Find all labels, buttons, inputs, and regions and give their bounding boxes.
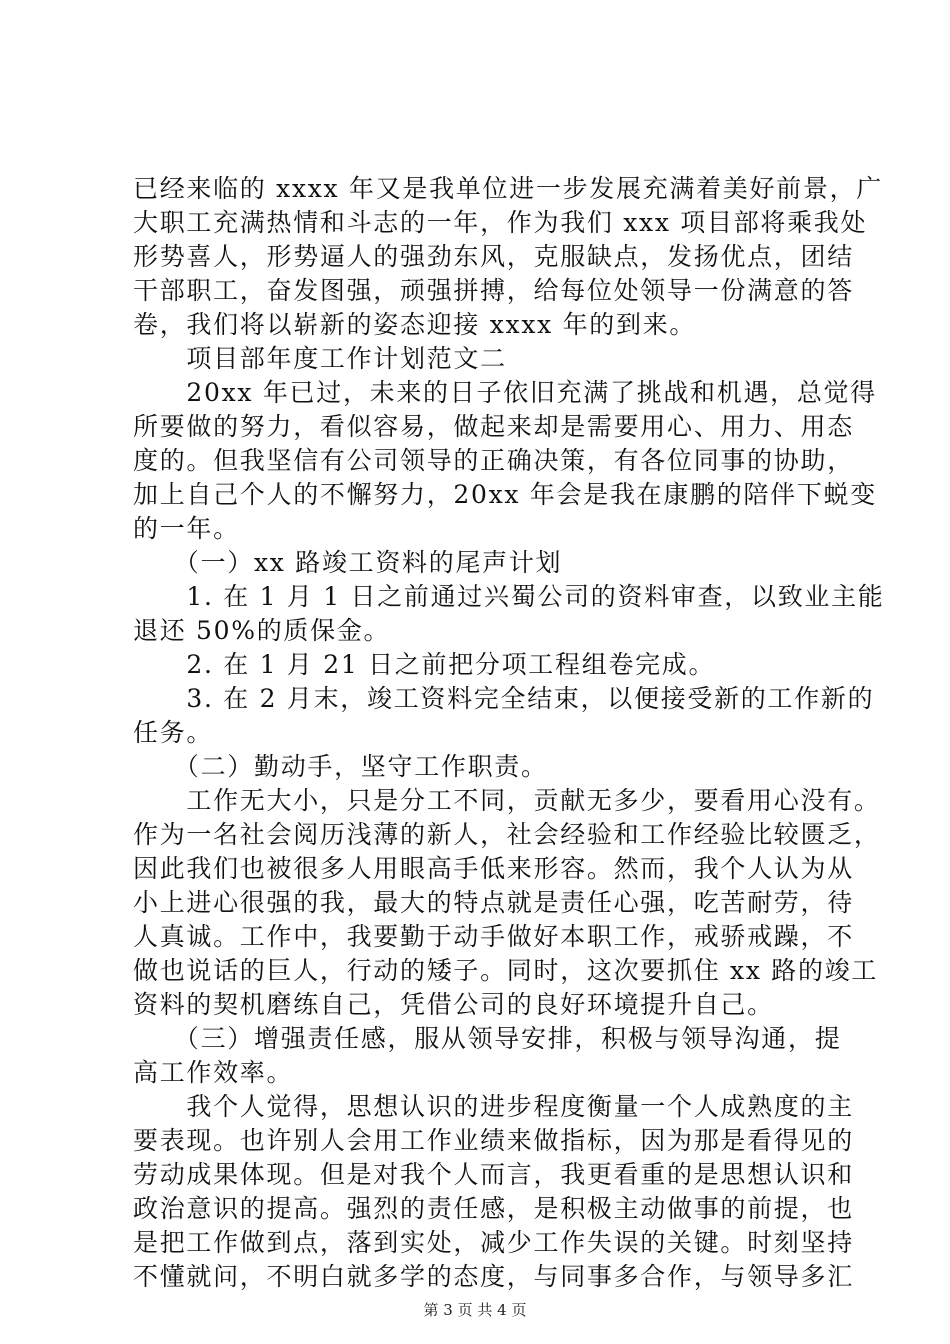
section-heading: （三）增强责任感，服从领导安排，积极与领导沟通，提	[133, 1024, 842, 1053]
text-line: 高工作效率。	[133, 1058, 294, 1087]
text-line: 20xx 年已过，未来的日子依旧充满了挑战和机遇，总觉得	[133, 378, 877, 407]
text-line: 加上自己个人的不懈努力，20xx 年会是我在康鹏的陪伴下蜕变	[133, 480, 877, 509]
text-line: 人真诚。工作中，我要勤于动手做好本职工作，戒骄戒躁，不	[133, 922, 854, 951]
text-line: 我个人觉得，思想认识的进步程度衡量一个人成熟度的主	[133, 1092, 854, 1121]
text-line: 因此我们也被很多人用眼高手低来形容。然而，我个人认为从	[133, 854, 854, 883]
text-line: 的一年。	[133, 514, 240, 543]
section-heading: （一）xx 路竣工资料的尾声计划	[133, 548, 563, 577]
list-item: 1. 在 1 月 1 日之前通过兴蜀公司的资料审查，以致业主能	[133, 582, 885, 611]
text-line: 退还 50%的质保金。	[133, 616, 391, 645]
text-line: 干部职工，奋发图强，顽强拼搏，给每位处领导一份满意的答	[133, 276, 854, 305]
text-line: 作为一名社会阅历浅薄的新人，社会经验和工作经验比较匮乏，	[133, 820, 881, 849]
text-line: 所要做的努力，看似容易，做起来却是需要用心、用力、用态	[133, 412, 854, 441]
text-line: 劳动成果体现。但是对我个人而言，我更看重的是思想认识和	[133, 1160, 854, 1189]
text-line: 不懂就问，不明白就多学的态度，与同事多合作，与领导多汇	[133, 1262, 854, 1291]
text-line: 小上进心很强的我，最大的特点就是责任心强，吃苦耐劳，待	[133, 888, 854, 917]
text-line: 是把工作做到点，落到实处，减少工作失误的关键。时刻坚持	[133, 1228, 854, 1257]
text-line: 形势喜人，形势逼人的强劲东风，克服缺点，发扬优点，团结	[133, 242, 854, 271]
text-line: 工作无大小，只是分工不同，贡献无多少，要看用心没有。	[133, 786, 881, 815]
text-line: 度的。但我坚信有公司领导的正确决策，有各位同事的协助，	[133, 446, 854, 475]
text-line: 已经来临的 xxxx 年又是我单位进一步发展充满着美好前景，广	[133, 174, 883, 203]
text-line: 资料的契机磨练自己，凭借公司的良好环境提升自己。	[133, 990, 774, 1019]
section-heading: （二）勤动手，坚守工作职责。	[133, 752, 548, 781]
list-item: 3. 在 2 月末，竣工资料完全结束，以便接受新的工作新的	[133, 684, 875, 713]
text-line: 任务。	[133, 718, 214, 747]
text-line: 大职工充满热情和斗志的一年，作为我们 xxx 项目部将乘我处	[133, 208, 868, 237]
text-line: 做也说话的巨人，行动的矮子。同时，这次要抓住 xx 路的竣工	[133, 956, 879, 985]
page-footer: 第 3 页 共 4 页	[423, 1301, 527, 1319]
list-item: 2. 在 1 月 21 日之前把分项工程组卷完成。	[133, 650, 716, 679]
text-line: 卷，我们将以崭新的姿态迎接 xxxx 年的到来。	[133, 310, 697, 339]
section-heading: 项目部年度工作计划范文二	[133, 344, 507, 373]
text-line: 政治意识的提高。强烈的责任感，是积极主动做事的前提，也	[133, 1194, 854, 1223]
text-line: 要表现。也许别人会用工作业绩来做指标，因为那是看得见的	[133, 1126, 854, 1155]
